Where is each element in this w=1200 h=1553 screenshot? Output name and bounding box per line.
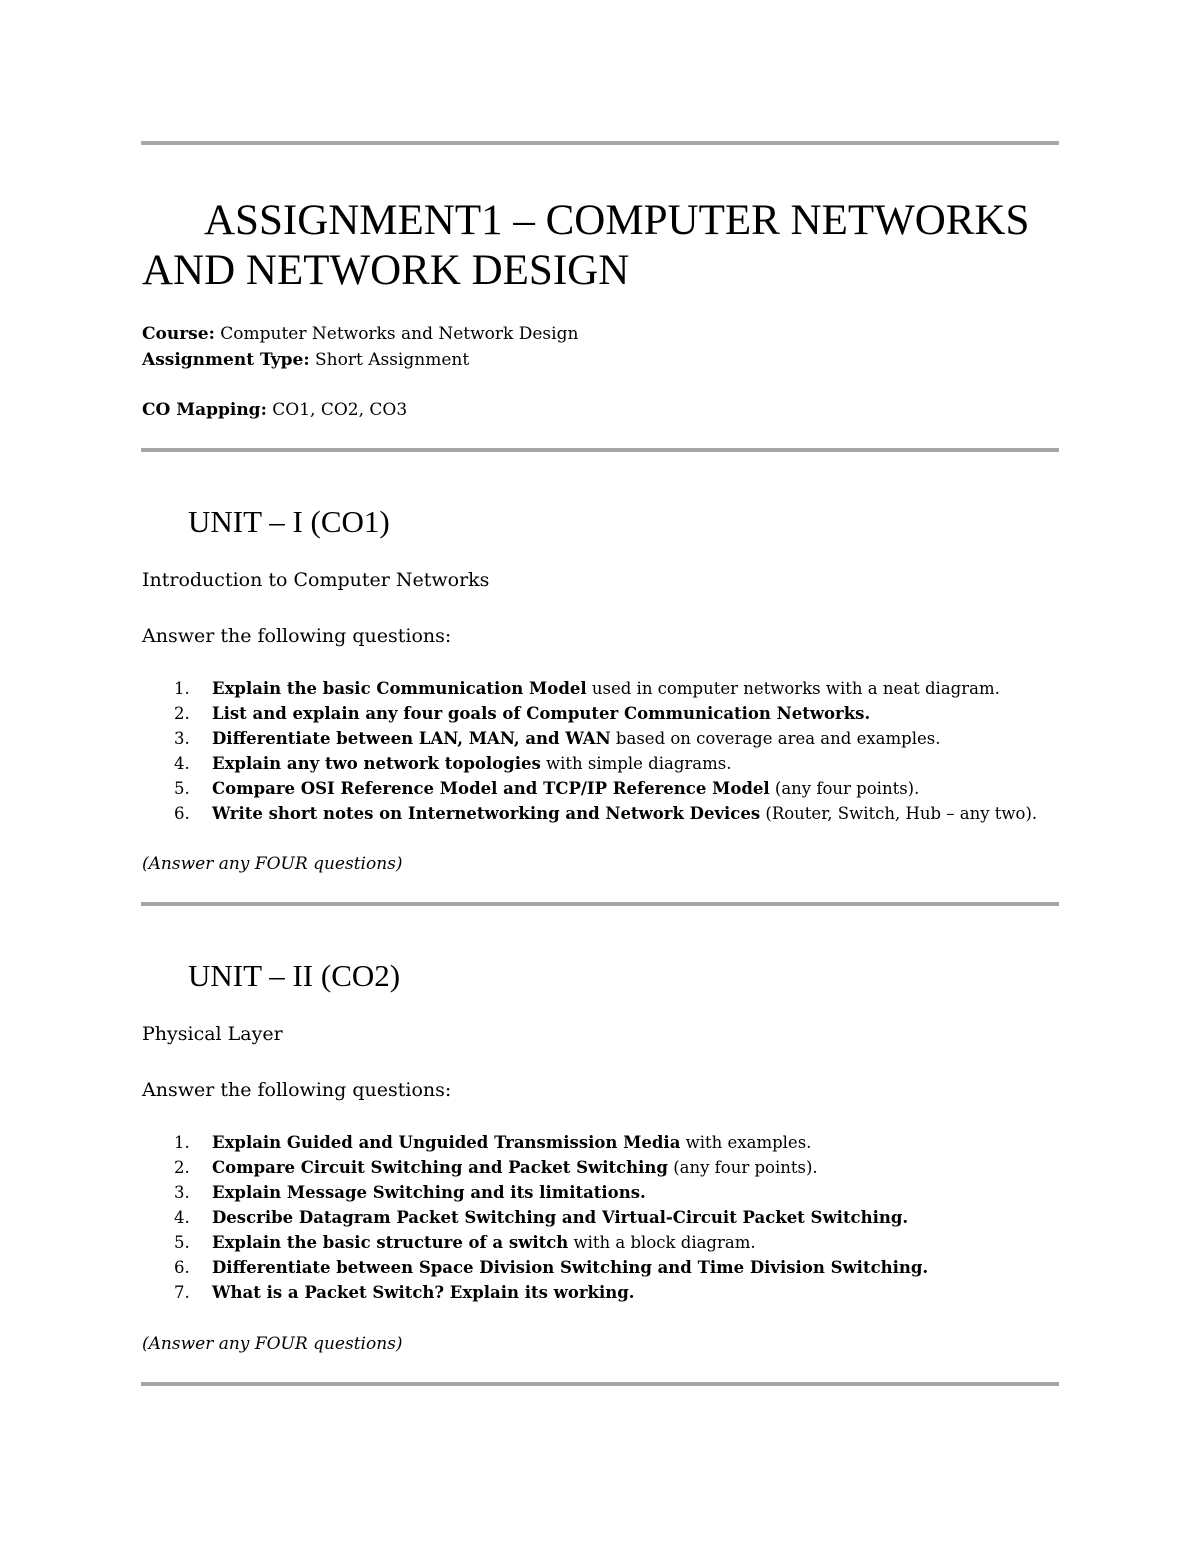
question-number: 2. [174, 1158, 190, 1177]
question-number: 5. [174, 779, 190, 798]
unit-2-topic: Physical Layer [142, 1023, 283, 1045]
course-label: Course: [142, 324, 215, 344]
question-text [212, 1230, 756, 1255]
assignment-type-line [142, 348, 469, 373]
question-text [212, 676, 1000, 701]
unit-2-instruction: Answer the following questions: [142, 1079, 452, 1101]
question-text [212, 1255, 928, 1280]
question-number: 3. [174, 729, 190, 748]
question-text [212, 776, 919, 801]
unit-2-note: (Answer any FOUR questions) [142, 1334, 403, 1354]
question-emphasis: What is a Packet Switch? Explain its working. [212, 1283, 635, 1302]
question-text [212, 751, 731, 776]
question-emphasis: Explain any two network topologies [212, 754, 541, 773]
question-emphasis: Explain Guided and Unguided Transmission Media [212, 1133, 681, 1152]
question-emphasis: Explain the basic structure of a switch [212, 1233, 569, 1252]
document-title: ASSIGNMENT1 – COMPUTER NETWORKS AND NETWORK DESIGN [142, 197, 1030, 294]
unit-1-note: (Answer any FOUR questions) [142, 854, 403, 874]
question-emphasis: Explain the basic Communication Model [212, 679, 587, 698]
question-emphasis: Write short notes on Internetworking and Network Devices [212, 804, 761, 823]
question-emphasis: List and explain any four goals of Computer Communication Networks. [212, 704, 871, 723]
question-text [212, 701, 870, 726]
question-text [212, 1180, 646, 1205]
question-rest: with examples. [680, 1133, 812, 1152]
question-rest: (Router, Switch, Hub – any two). [760, 804, 1038, 823]
question-number: 6. [174, 1258, 190, 1277]
question-text [212, 1205, 908, 1230]
co-mapping-line [142, 398, 407, 423]
question-text [212, 1130, 811, 1155]
horizontal-rule [141, 902, 1059, 906]
horizontal-rule [141, 141, 1059, 145]
question-text [212, 1155, 818, 1180]
question-rest: based on coverage area and examples. [610, 729, 941, 748]
question-number: 1. [174, 679, 190, 698]
co-mapping-value: CO1, CO2, CO3 [266, 400, 408, 420]
question-rest: (any four points). [769, 779, 920, 798]
question-rest: with simple diagrams. [540, 754, 732, 773]
question-number: 1. [174, 1133, 190, 1152]
question-number: 6. [174, 804, 190, 823]
question-number: 2. [174, 704, 190, 723]
question-rest: used in computer networks with a neat diagram. [586, 679, 1000, 698]
question-text [212, 801, 1037, 826]
unit-1-heading: UNIT – I (CO1) [188, 504, 390, 539]
question-emphasis: Differentiate between LAN, MAN, and WAN [212, 729, 611, 748]
question-rest: (any four points). [667, 1158, 818, 1177]
horizontal-rule [141, 448, 1059, 452]
question-rest: with a block diagram. [568, 1233, 756, 1252]
unit-1-instruction: Answer the following questions: [142, 625, 452, 647]
question-number: 7. [174, 1283, 190, 1302]
unit-2-heading: UNIT – II (CO2) [188, 958, 401, 993]
question-number: 3. [174, 1183, 190, 1202]
question-text [212, 726, 940, 751]
question-emphasis: Compare Circuit Switching and Packet Switching [212, 1158, 668, 1177]
question-number: 5. [174, 1233, 190, 1252]
question-text [212, 1280, 635, 1305]
question-emphasis: Differentiate between Space Division Switching and Time Division Switching. [212, 1258, 929, 1277]
course-value: Computer Networks and Network Design [214, 324, 579, 344]
question-number: 4. [174, 754, 190, 773]
question-emphasis: Explain Message Switching and its limitations. [212, 1183, 646, 1202]
assignment-type-label: Assignment Type: [142, 350, 310, 370]
question-emphasis: Describe Datagram Packet Switching and Virtual-Circuit Packet Switching. [212, 1208, 909, 1227]
unit-1-topic: Introduction to Computer Networks [142, 569, 490, 591]
question-emphasis: Compare OSI Reference Model and TCP/IP Reference Model [212, 779, 770, 798]
course-line [142, 322, 578, 347]
question-number: 4. [174, 1208, 190, 1227]
co-mapping-label: CO Mapping: [142, 400, 267, 420]
horizontal-rule [141, 1382, 1059, 1386]
assignment-type-value: Short Assignment [309, 350, 470, 370]
